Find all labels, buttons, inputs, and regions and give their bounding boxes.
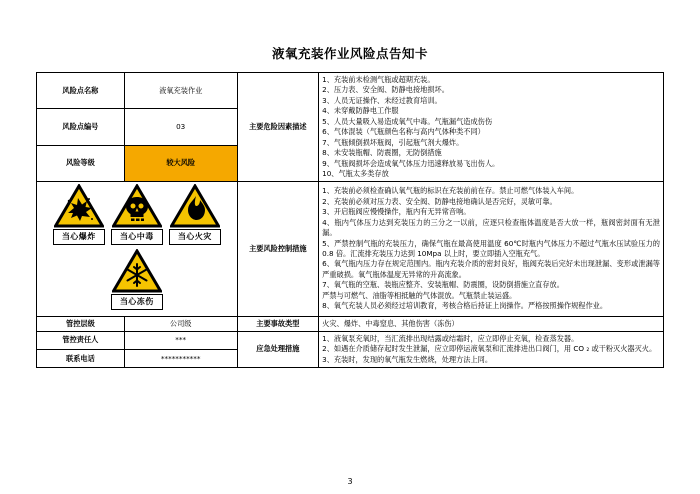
list-item: 1、液氧泵充氧时，当汇流排出现结露或结霜时，应立即停止充氧，检查蒸发器。 <box>322 334 579 343</box>
list-item: 1、充装前必须检查确认氧气瓶的标识在充装前前在存。禁止可燃气体装入车间。 <box>322 186 579 196</box>
status-badge: 较大风险 <box>124 145 237 181</box>
table-row <box>37 182 664 316</box>
table-row <box>37 332 664 350</box>
accident-types-label: 主要事故类型 <box>237 316 319 331</box>
warning-sign-row-top <box>40 184 234 245</box>
control-level-value: 公司级 <box>124 316 237 331</box>
list-item: 2、充装前必须对压力表、安全阀、防静电接地确认是否完好，灵敏可靠。 <box>322 196 557 206</box>
list-item: 3、开启瓶阀应慢慢操作，瓶内有无异常音响。 <box>322 207 471 217</box>
list-item: 5、人员大量吸入易造成氧气中毒。气瓶漏气造成伤伤 <box>322 116 493 126</box>
fire-hazard-icon <box>170 184 220 228</box>
warning-sign-frostbite <box>111 249 163 310</box>
list-item: 6、气体混装（气瓶颜色名称与高内气体种类不同） <box>322 127 485 137</box>
list-item: 7、气瓶倾倒损坏瓶阀，引起瓶气剂大爆炸。 <box>322 137 464 147</box>
list-item: 4、未穿戴防静电工作服 <box>322 106 399 116</box>
table-row <box>37 73 664 109</box>
warning-sign-explosion <box>53 184 105 245</box>
list-item: 10、气瓶太多类存放 <box>322 168 389 178</box>
risk-name-label: 风险点名称 <box>37 73 125 109</box>
frostbite-hazard-icon <box>112 249 162 293</box>
list-item: 5、严禁控制气瓶的充装压力，确保气瓶在最高使用温度 60℃时瓶内气体压力不超过气瓶水压试验压力的 0.8 倍。汇流排充装压力达到 10Mpa 以上时，要立即插入空瓶充气。 <box>322 238 660 258</box>
risk-notification-card-table <box>36 72 664 368</box>
accident-types-value: 火灾、爆炸、中毒窒息、其他伤害（冻伤） <box>319 316 664 331</box>
control-measures-label: 主要风险控制措施 <box>237 182 319 316</box>
warning-sign-label: 当心爆炸 <box>53 229 105 245</box>
responsible-person-value: *** <box>124 332 237 350</box>
list-item: 3、充装时，发现的氧气瓶发生燃烧，处理方法上同。 <box>322 354 493 364</box>
contact-phone-value: *********** <box>124 350 237 368</box>
list-item: 9、气瓶阀损坏会造成氧气体压力迅速释放易飞出伤人。 <box>322 158 500 168</box>
list-item: 4、瓶内气体压力达到充装压力的三分之一以前，应逐只检查瓶体温度是否大放一样，瓶阀密封面有无泄漏。 <box>322 217 660 238</box>
warning-sign-toxic <box>111 184 163 245</box>
explosion-hazard-icon <box>54 184 104 228</box>
table-row <box>37 316 664 331</box>
list-item: 8、未安装瓶帽、防震圈，无防倒措施 <box>322 148 442 158</box>
toxic-hazard-icon <box>112 184 162 228</box>
list-item: 1、充装前未检测气瓶或超期充装。 <box>322 75 435 84</box>
list-item: 严禁与可燃气、油脂等相抵触的气体混放。气瓶禁止装运盛。 <box>322 290 517 300</box>
control-measures-list <box>319 182 664 316</box>
list-item: 3、人员无证操作、未经过教育培训。 <box>322 95 442 105</box>
responsible-person-label: 管控责任人 <box>37 332 125 350</box>
warning-sign-label: 当心冻伤 <box>111 294 163 310</box>
warning-sign-fire <box>169 184 221 245</box>
hazard-factors-list <box>319 73 664 182</box>
list-item: 7、氧气瓶的空瓶、装瓶应整齐、安装瓶帽、防震圈，设防倒措施立直存放。 <box>322 280 564 290</box>
warning-sign-label: 当心中毒 <box>111 229 163 245</box>
list-item: 2、压力表、安全阀、防静电接地损坏。 <box>322 85 449 95</box>
warning-sign-row-bottom <box>40 249 234 310</box>
warning-signs-group <box>37 182 238 316</box>
contact-phone-label: 联系电话 <box>37 350 125 368</box>
list-item: 2、如遇在介质储存起时发生泄漏，应立即停运液氧泵和汇流排进出口阀门，用 CO ₂ 或干粉灭火器灭火。 <box>322 344 657 354</box>
control-level-label: 管控层级 <box>37 316 125 331</box>
risk-code-label: 风险点编号 <box>37 109 125 145</box>
list-item: 6、氧气瓶内压力存在规定范围内。瓶内充装介质的密封良好，瓶阀充装后完好未出现泄漏、变形或泄漏等严重破损。氧气瓶体温度无异常的升高流象。 <box>322 259 660 279</box>
risk-code-value: 03 <box>124 109 237 145</box>
risk-name-value: 液氧充装作业 <box>124 73 237 109</box>
list-item: 8、氧气充装人员必须经过培训教育，考核合格后持证上岗操作。严格按照操作规程作业。 <box>322 301 608 311</box>
warning-sign-label: 当心火灾 <box>169 229 221 245</box>
hazard-factors-label: 主要危险因素描述 <box>237 73 319 182</box>
emergency-measures-list <box>319 332 664 368</box>
emergency-measures-label: 应急处理措施 <box>237 332 319 368</box>
risk-level-label: 风险等级 <box>37 145 125 181</box>
page-number: 3 <box>347 477 353 486</box>
page-title: 液氧充装作业风险点告知卡 <box>271 46 428 61</box>
